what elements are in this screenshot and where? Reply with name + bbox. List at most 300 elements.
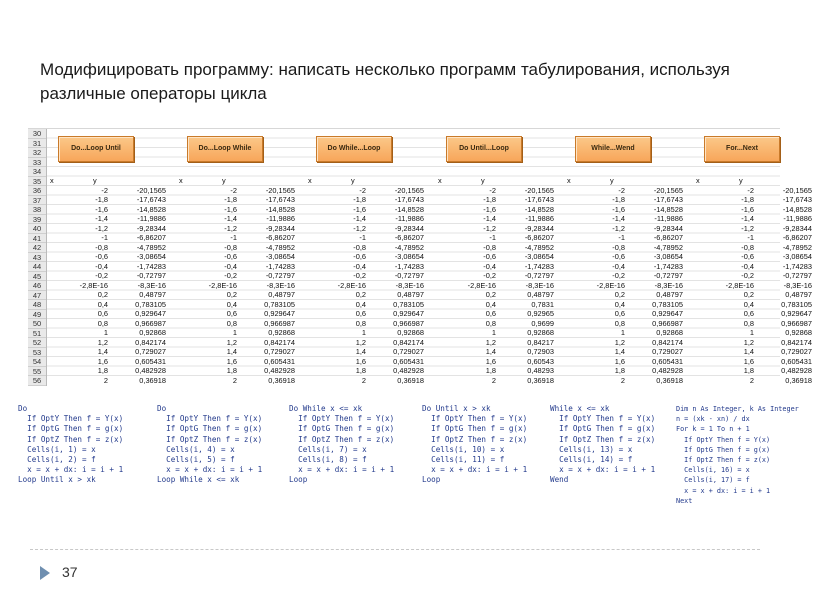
cell-x: 0,4 bbox=[97, 299, 108, 309]
cell-x: -1,6 bbox=[612, 204, 625, 214]
code-line: Next bbox=[676, 496, 693, 505]
cell-x: 1,8 bbox=[355, 366, 366, 375]
cell-x: 2 bbox=[361, 375, 366, 385]
table-row bbox=[567, 300, 687, 310]
code-line: x = x + dx: i = i + 1 bbox=[157, 465, 263, 475]
row-number: 42 bbox=[28, 243, 46, 253]
cell-x: 1 bbox=[103, 328, 108, 337]
cell-x: 0,6 bbox=[485, 309, 496, 318]
cell-y: 0,84217 bbox=[527, 337, 554, 347]
cell-x: 1,4 bbox=[355, 347, 366, 356]
cell-y: -20,1565 bbox=[265, 185, 295, 195]
table-row bbox=[179, 262, 299, 272]
cell-x: 0,2 bbox=[355, 290, 366, 299]
cell-y: 0,36918 bbox=[785, 375, 812, 385]
cell-x: -2 bbox=[747, 185, 754, 195]
code-line: If OptY Then f = Y(x) bbox=[157, 414, 263, 424]
table-row bbox=[308, 252, 428, 262]
row-number: 51 bbox=[28, 329, 46, 339]
table-row bbox=[308, 300, 428, 310]
cell-y: -1,74283 bbox=[394, 261, 424, 271]
cell-x: -0,2 bbox=[483, 271, 496, 280]
cell-y: -6,86207 bbox=[782, 233, 812, 242]
code-line: Cells(i, 4) = x bbox=[157, 444, 235, 454]
code-line: If OptZ Then f = z(x) bbox=[676, 456, 771, 465]
cell-x: -1,2 bbox=[483, 223, 496, 233]
cell-x: 1,8 bbox=[614, 366, 625, 375]
cell-x: -2,8E-16 bbox=[337, 280, 366, 290]
cell-y: 0,729027 bbox=[393, 347, 424, 356]
cell-y: 0,482928 bbox=[393, 366, 424, 375]
code-line: If OptG Then f = g(x) bbox=[18, 424, 124, 434]
table-row bbox=[50, 252, 170, 262]
cell-x: -1,2 bbox=[353, 223, 366, 233]
cell-x: -1,6 bbox=[353, 204, 366, 214]
table-row bbox=[308, 290, 428, 300]
table-row bbox=[567, 290, 687, 300]
cell-y: -14,8528 bbox=[653, 204, 683, 214]
cell-x: 0,8 bbox=[614, 318, 625, 328]
cell-y: 0,92868 bbox=[139, 328, 166, 337]
cell-y: -9,28344 bbox=[653, 223, 683, 233]
code-line: Cells(i, 14) = f bbox=[550, 455, 633, 465]
table-row bbox=[308, 271, 428, 281]
table-row bbox=[179, 338, 299, 348]
cell-x: -1 bbox=[489, 233, 496, 242]
table-row bbox=[438, 262, 558, 272]
cell-y: 0,729027 bbox=[264, 347, 295, 356]
table-row bbox=[696, 281, 816, 291]
cell-y: 0,966987 bbox=[781, 318, 812, 328]
cell-x: 1,2 bbox=[743, 337, 754, 347]
cell-y: -8,3E-16 bbox=[266, 280, 295, 290]
cell-x: -0,4 bbox=[224, 261, 237, 271]
code-line: Cells(i, 16) = x bbox=[676, 466, 750, 475]
cell-x: -2,8E-16 bbox=[79, 280, 108, 290]
code-line: n = (xk - xn) / dx bbox=[676, 415, 750, 424]
cell-y: -6,86207 bbox=[653, 233, 683, 242]
column-header-x: x bbox=[696, 176, 700, 185]
table-row bbox=[567, 357, 687, 367]
code-line: Cells(i, 8) = f bbox=[289, 455, 367, 465]
table-row bbox=[50, 366, 170, 376]
row-number: 53 bbox=[28, 348, 46, 358]
sheet-grid bbox=[47, 129, 812, 385]
macro-button[interactable]: Do...Loop Until bbox=[58, 136, 134, 162]
cell-y: -4,78952 bbox=[136, 242, 166, 252]
table-row bbox=[179, 195, 299, 205]
table-row bbox=[308, 243, 428, 253]
cell-x: 2 bbox=[620, 375, 625, 385]
table-row bbox=[50, 205, 170, 215]
table-row bbox=[438, 281, 558, 291]
table-row bbox=[308, 328, 428, 338]
cell-x: -0,6 bbox=[95, 252, 108, 261]
cell-y: 0,48797 bbox=[397, 290, 424, 299]
table-row bbox=[438, 300, 558, 310]
table-row bbox=[696, 338, 816, 348]
code-line: If OptZ Then f = z(x) bbox=[422, 434, 528, 444]
row-number: 43 bbox=[28, 253, 46, 263]
code-line: x = x + dx: i = i + 1 bbox=[676, 486, 771, 495]
cell-y: -3,08654 bbox=[653, 252, 683, 261]
code-line: If OptY Then f = Y(x) bbox=[18, 414, 124, 424]
cell-x: 1,6 bbox=[355, 356, 366, 366]
cell-y: -0,72797 bbox=[524, 271, 554, 280]
cell-y: -1,74283 bbox=[524, 261, 554, 271]
code-line: Loop bbox=[289, 475, 308, 485]
table-row bbox=[696, 214, 816, 224]
code-line: If OptY Then f = Y(x) bbox=[676, 435, 771, 444]
slide-title: Модифицировать программу: написать несколько программ табулирования, используя различные операторы цикла bbox=[40, 60, 730, 103]
row-number: 30 bbox=[28, 129, 46, 139]
macro-button[interactable]: Do...Loop While bbox=[187, 136, 263, 162]
cell-x: -2 bbox=[489, 185, 496, 195]
cell-y: 0,36918 bbox=[527, 375, 554, 385]
cell-x: 2 bbox=[491, 375, 496, 385]
cell-y: -17,6743 bbox=[136, 195, 166, 204]
cell-x: 0,2 bbox=[226, 290, 237, 299]
cell-y: 0,482928 bbox=[135, 366, 166, 375]
cell-x: 0,2 bbox=[97, 290, 108, 299]
row-number: 50 bbox=[28, 319, 46, 329]
row-number: 40 bbox=[28, 224, 46, 234]
column-header-x: x bbox=[50, 176, 54, 185]
cell-x: 0,4 bbox=[226, 299, 237, 309]
cell-y: -1,74283 bbox=[653, 261, 683, 271]
table-row bbox=[438, 205, 558, 215]
cell-y: -4,78952 bbox=[782, 242, 812, 252]
cell-y: 0,48797 bbox=[785, 290, 812, 299]
code-line: If OptG Then f = g(x) bbox=[157, 424, 263, 434]
table-row bbox=[179, 243, 299, 253]
table-row bbox=[438, 366, 558, 376]
table-row bbox=[308, 214, 428, 224]
cell-x: 1,6 bbox=[97, 356, 108, 366]
table-row bbox=[567, 262, 687, 272]
cell-x: 0,2 bbox=[614, 290, 625, 299]
cell-x: 1 bbox=[232, 328, 237, 337]
cell-x: 1,2 bbox=[226, 337, 237, 347]
table-block bbox=[696, 176, 816, 385]
cell-y: -14,8528 bbox=[524, 204, 554, 214]
cell-y: 0,783105 bbox=[781, 299, 812, 309]
cell-y: 0,842174 bbox=[264, 337, 295, 347]
cell-y: 0,36918 bbox=[268, 375, 295, 385]
column-header-y: y bbox=[222, 176, 226, 185]
table-row bbox=[438, 376, 558, 386]
cell-y: -14,8528 bbox=[782, 204, 812, 214]
table-row bbox=[696, 186, 816, 196]
table-row bbox=[567, 205, 687, 215]
table-row bbox=[696, 262, 816, 272]
cell-y: 0,92868 bbox=[785, 328, 812, 337]
macro-button[interactable]: For...Next bbox=[704, 136, 780, 162]
cell-y: -1,74283 bbox=[782, 261, 812, 271]
cell-y: 0,966987 bbox=[652, 318, 683, 328]
cell-x: -1,4 bbox=[741, 214, 754, 223]
cell-x: -1 bbox=[359, 233, 366, 242]
table-row bbox=[50, 376, 170, 386]
table-row bbox=[308, 233, 428, 243]
cell-y: -11,9886 bbox=[525, 214, 554, 223]
cell-y: 0,48293 bbox=[527, 366, 554, 375]
cell-x: 1 bbox=[749, 328, 754, 337]
table-row bbox=[696, 233, 816, 243]
cell-y: -20,1565 bbox=[524, 185, 554, 195]
cell-y: -9,28344 bbox=[394, 223, 424, 233]
cell-y: -0,72797 bbox=[782, 271, 812, 280]
cell-x: 0,8 bbox=[226, 318, 237, 328]
cell-y: -11,9886 bbox=[266, 214, 295, 223]
cell-x: 1,2 bbox=[355, 337, 366, 347]
code-line: If OptZ Then f = z(x) bbox=[157, 434, 263, 444]
code-line: x = x + dx: i = i + 1 bbox=[422, 465, 528, 475]
table-row bbox=[567, 347, 687, 357]
code-line: Cells(i, 2) = f bbox=[18, 455, 96, 465]
cell-y: 0,605431 bbox=[652, 356, 683, 366]
cell-y: -4,78952 bbox=[265, 242, 295, 252]
table-row bbox=[50, 290, 170, 300]
cell-x: 1,6 bbox=[614, 356, 625, 366]
cell-y: -20,1565 bbox=[394, 185, 424, 195]
cell-y: 0,966987 bbox=[264, 318, 295, 328]
code-block bbox=[550, 404, 655, 486]
cell-x: -0,8 bbox=[353, 242, 366, 252]
table-row bbox=[50, 281, 170, 291]
cell-y: 0,605431 bbox=[264, 356, 295, 366]
cell-y: 0,92868 bbox=[268, 328, 295, 337]
table-row bbox=[567, 376, 687, 386]
cell-y: 0,92868 bbox=[397, 328, 424, 337]
cell-y: -4,78952 bbox=[524, 242, 554, 252]
table-row bbox=[50, 357, 170, 367]
cell-y: -9,28344 bbox=[265, 223, 295, 233]
table-row bbox=[696, 376, 816, 386]
row-number: 32 bbox=[28, 148, 46, 158]
cell-x: -1,2 bbox=[224, 223, 237, 233]
cell-y: 0,929647 bbox=[264, 309, 295, 318]
table-row bbox=[308, 186, 428, 196]
cell-x: 0,6 bbox=[614, 309, 625, 318]
table-row bbox=[438, 195, 558, 205]
column-header-y: y bbox=[739, 176, 743, 185]
cell-x: -1,8 bbox=[741, 195, 754, 204]
table-row bbox=[567, 214, 687, 224]
cell-x: 1,4 bbox=[485, 347, 496, 356]
code-line: Do bbox=[157, 404, 167, 413]
code-line: While x <= xk bbox=[550, 404, 610, 413]
cell-x: 1,4 bbox=[614, 347, 625, 356]
cell-x: -0,6 bbox=[224, 252, 237, 261]
table-row bbox=[567, 366, 687, 376]
row-number: 36 bbox=[28, 186, 46, 196]
cell-x: -0,6 bbox=[483, 252, 496, 261]
table-row bbox=[179, 366, 299, 376]
column-header-x: x bbox=[567, 176, 571, 185]
cell-x: 2 bbox=[103, 375, 108, 385]
table-row bbox=[179, 252, 299, 262]
cell-y: 0,929647 bbox=[135, 309, 166, 318]
table-row bbox=[696, 300, 816, 310]
cell-x: -1,4 bbox=[353, 214, 366, 223]
cell-y: -17,6743 bbox=[265, 195, 295, 204]
row-number: 37 bbox=[28, 196, 46, 206]
table-row bbox=[438, 214, 558, 224]
cell-x: 0,8 bbox=[743, 318, 754, 328]
cell-y: 0,482928 bbox=[781, 366, 812, 375]
cell-y: 0,482928 bbox=[652, 366, 683, 375]
cell-x: -1,4 bbox=[95, 214, 108, 223]
cell-x: 1,4 bbox=[97, 347, 108, 356]
row-number: 34 bbox=[28, 167, 46, 177]
table-row bbox=[696, 224, 816, 234]
cell-x: -1,8 bbox=[612, 195, 625, 204]
table-row bbox=[50, 338, 170, 348]
cell-x: -0,2 bbox=[353, 271, 366, 280]
cell-y: 0,48797 bbox=[268, 290, 295, 299]
cell-y: -17,6743 bbox=[394, 195, 424, 204]
table-row bbox=[567, 271, 687, 281]
table-row bbox=[179, 300, 299, 310]
cell-y: -11,9886 bbox=[137, 214, 166, 223]
column-header-y: y bbox=[610, 176, 614, 185]
row-number: 44 bbox=[28, 262, 46, 272]
code-block bbox=[676, 404, 799, 506]
code-line: Cells(i, 7) = x bbox=[289, 444, 367, 454]
table-row bbox=[179, 186, 299, 196]
cell-y: 0,842174 bbox=[393, 337, 424, 347]
cell-x: -1,2 bbox=[612, 223, 625, 233]
table-row bbox=[179, 271, 299, 281]
cell-x: -1 bbox=[618, 233, 625, 242]
row-number: 45 bbox=[28, 272, 46, 282]
cell-x: -0,2 bbox=[224, 271, 237, 280]
cell-y: -8,3E-16 bbox=[783, 280, 812, 290]
cell-y: -14,8528 bbox=[265, 204, 295, 214]
cell-y: -0,72797 bbox=[136, 271, 166, 280]
cell-x: -0,4 bbox=[741, 261, 754, 271]
column-header-x: x bbox=[179, 176, 183, 185]
table-row bbox=[50, 328, 170, 338]
table-row bbox=[50, 309, 170, 319]
table-row bbox=[179, 214, 299, 224]
column-header-y: y bbox=[351, 176, 355, 185]
table-row bbox=[50, 300, 170, 310]
table-row bbox=[50, 214, 170, 224]
macro-button[interactable]: Do While...Loop bbox=[316, 136, 392, 162]
cell-y: -20,1565 bbox=[653, 185, 683, 195]
table-row bbox=[179, 309, 299, 319]
cell-x: 0,4 bbox=[614, 299, 625, 309]
cell-x: 0,2 bbox=[485, 290, 496, 299]
macro-button[interactable]: While...Wend bbox=[575, 136, 651, 162]
code-line: If OptG Then f = g(x) bbox=[676, 445, 771, 454]
cell-x: 2 bbox=[749, 375, 754, 385]
table-row bbox=[696, 366, 816, 376]
cell-y: -3,08654 bbox=[394, 252, 424, 261]
cell-y: 0,929647 bbox=[652, 309, 683, 318]
code-line: Loop bbox=[422, 475, 441, 485]
code-line: If OptZ Then f = z(x) bbox=[18, 434, 124, 444]
cell-y: -1,74283 bbox=[136, 261, 166, 271]
cell-x: -1,8 bbox=[95, 195, 108, 204]
cell-y: -6,86207 bbox=[136, 233, 166, 242]
table-row bbox=[696, 309, 816, 319]
cell-y: -9,28344 bbox=[136, 223, 166, 233]
cell-y: 0,92868 bbox=[656, 328, 683, 337]
row-number: 55 bbox=[28, 367, 46, 377]
cell-x: 0,4 bbox=[485, 299, 496, 309]
cell-x: -2,8E-16 bbox=[208, 280, 237, 290]
row-number: 56 bbox=[28, 376, 46, 386]
cell-y: -6,86207 bbox=[265, 233, 295, 242]
cell-y: -11,9886 bbox=[654, 214, 683, 223]
cell-x: -2,8E-16 bbox=[467, 280, 496, 290]
cell-y: -9,28344 bbox=[524, 223, 554, 233]
table-row bbox=[179, 357, 299, 367]
cell-y: 0,966987 bbox=[135, 318, 166, 328]
table-row bbox=[308, 338, 428, 348]
cell-x: -0,8 bbox=[741, 242, 754, 252]
cell-x: 0,8 bbox=[97, 318, 108, 328]
cell-y: 0,783105 bbox=[135, 299, 166, 309]
cell-y: 0,60543 bbox=[527, 356, 554, 366]
cell-y: -3,08654 bbox=[265, 252, 295, 261]
table-row bbox=[438, 347, 558, 357]
cell-y: -8,3E-16 bbox=[525, 280, 554, 290]
cell-y: 0,92868 bbox=[527, 328, 554, 337]
cell-x: -2,8E-16 bbox=[725, 280, 754, 290]
cell-y: -6,86207 bbox=[394, 233, 424, 242]
table-row bbox=[50, 347, 170, 357]
code-line: Do bbox=[18, 404, 28, 413]
table-row bbox=[179, 290, 299, 300]
code-line: Cells(i, 17) = f bbox=[676, 476, 750, 485]
code-line: Loop While x <= xk bbox=[157, 475, 240, 485]
table-block bbox=[308, 176, 428, 385]
table-row bbox=[438, 357, 558, 367]
cell-y: 0,48797 bbox=[139, 290, 166, 299]
table-row bbox=[50, 262, 170, 272]
macro-button[interactable]: Do Until...Loop bbox=[446, 136, 522, 162]
column-header-x: x bbox=[308, 176, 312, 185]
cell-x: -1,6 bbox=[224, 204, 237, 214]
cell-x: 1,2 bbox=[97, 337, 108, 347]
table-row bbox=[567, 243, 687, 253]
cell-x: 1,6 bbox=[743, 356, 754, 366]
table-row bbox=[308, 281, 428, 291]
cell-y: -8,3E-16 bbox=[137, 280, 166, 290]
cell-y: -17,6743 bbox=[524, 195, 554, 204]
cell-y: -14,8528 bbox=[394, 204, 424, 214]
table-row bbox=[567, 319, 687, 329]
table-row bbox=[179, 233, 299, 243]
cell-y: -17,6743 bbox=[653, 195, 683, 204]
cell-x: -0,8 bbox=[224, 242, 237, 252]
cell-x: -0,2 bbox=[95, 271, 108, 280]
cell-y: -20,1565 bbox=[782, 185, 812, 195]
cell-x: -2 bbox=[359, 185, 366, 195]
cell-x: -0,2 bbox=[612, 271, 625, 280]
table-row bbox=[179, 224, 299, 234]
table-block bbox=[438, 176, 558, 385]
table-row bbox=[567, 328, 687, 338]
cell-x: 0,2 bbox=[743, 290, 754, 299]
table-row bbox=[567, 309, 687, 319]
cell-x: -1,8 bbox=[224, 195, 237, 204]
table-block bbox=[50, 176, 170, 385]
